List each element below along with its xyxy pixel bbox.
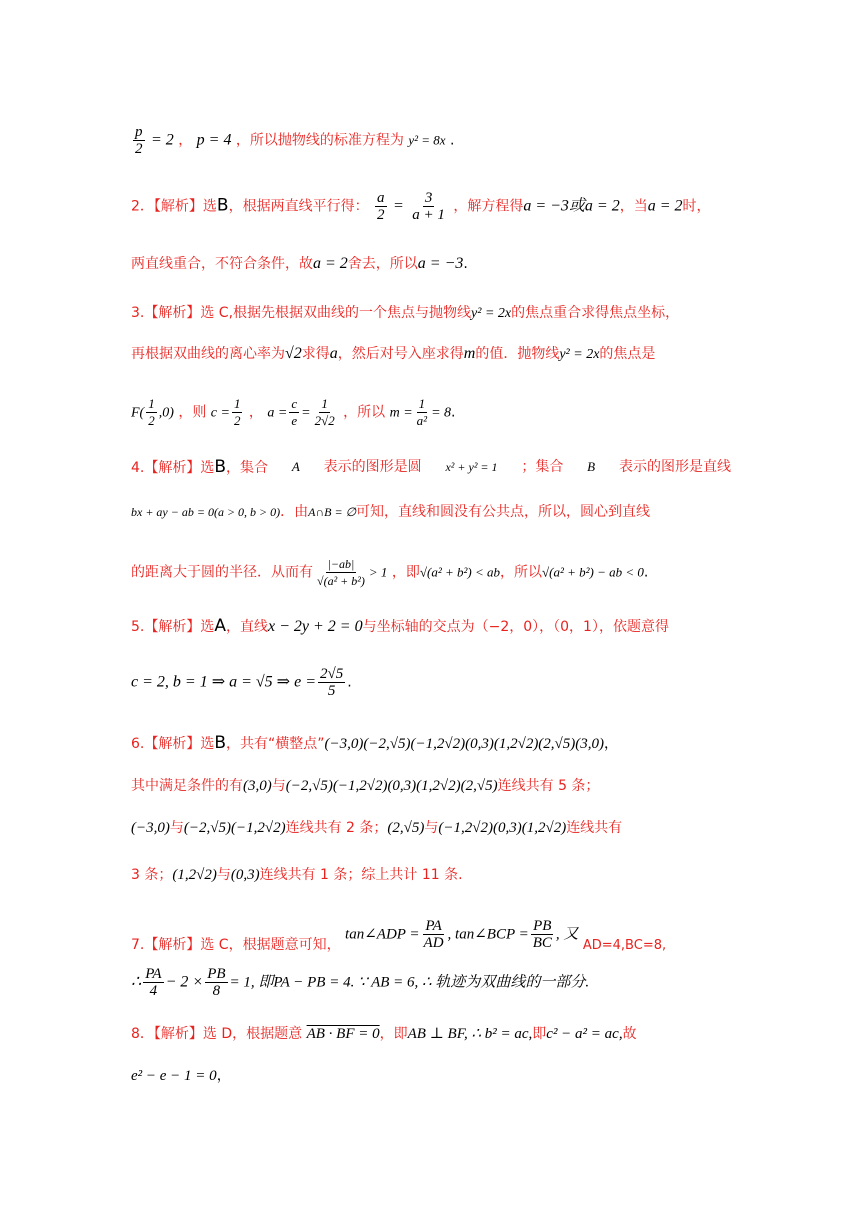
equation: x − 2y + 2 = 0: [268, 618, 363, 635]
equation: A∩B = ∅: [308, 505, 357, 519]
solution-label: 6.【解析】选: [131, 736, 215, 752]
fraction: $\frac{PA}{4}$: [145, 966, 162, 999]
solution-6-line-2: 其中满足条件的有(3,0)与(−2,√5)(−1,2√2)(0,3)(1,2√2)(2,√5)连线共有 5 条；: [131, 778, 600, 794]
answer-choice: B: [216, 195, 229, 216]
fraction-p-over-2: $\frac{p}{2}$: [135, 124, 143, 157]
equation: (−1,2√2)(0,3)(1,2√2): [438, 820, 567, 836]
equation: a = 2: [313, 255, 348, 272]
solution-5-line-1: 5.【解析】选A，直线x − 2y + 2 = 0与坐标轴的交点为（−2，0），（0，1），依题意得: [131, 616, 669, 636]
equation: (−2,√5)(−1,2√2)(0,3)(1,2√2)(2,√5): [285, 778, 498, 794]
solution-label: 3.【解析】选 C,: [131, 305, 234, 321]
solution-1-tail: $\frac{p}{2}$ = 2 ， p = 4 ，所以抛物线的标准方程为 y² = 8x .: [135, 124, 455, 157]
solution-2-line-2: 两直线重合，不符合条件，故a = 2舍去，所以a = −3.: [131, 255, 468, 272]
equation: (0,3): [230, 867, 260, 883]
solution-6-line-4: 3 条；(1,2√2)与(0,3)连线共有 1 条；综上共计 11 条.: [131, 867, 463, 883]
solution-2-line-1: 2．【解析】选B，根据两直线平行得： $\frac{a}{2}$ = $\frac{3}{a + 1}$ ，解方程得a = −3或a = 2，当a = 2时，: [131, 190, 711, 223]
solution-label: 2．【解析】选: [131, 198, 217, 215]
equation: e² − e − 1 = 0: [131, 1068, 217, 1084]
equation: bx + ay − ab = 0(a > 0, b > 0): [131, 505, 281, 519]
equation: AB · BF = 0: [306, 1026, 380, 1042]
fraction: $\frac{PA}{AD}$: [423, 918, 444, 951]
fraction: $\frac{c}{e}$: [291, 396, 298, 428]
equation: (1,2√2): [172, 867, 217, 883]
equation: x² + y² = 1: [445, 460, 498, 474]
solution-label: 8．【解析】选 D，根据题意: [131, 1026, 303, 1042]
fraction: $\frac{1}{\text{a²}}$: [416, 396, 428, 428]
fraction: $\frac{PB}{8}$: [207, 966, 226, 999]
equation: a = −3: [417, 255, 464, 272]
solution-6-line-3: (−3,0)与(−2,√5)(−1,2√2)连线共有 2 条；(2,√5)与(−1,2√2)(0,3)(1,2√2)连线共有: [131, 820, 623, 836]
equation: y² = 2x: [559, 347, 600, 362]
equation: a: [329, 345, 338, 362]
equation: (−3,0)(−2,√5)(−1,2√2)(0,3)(1,2√2)(2,√5)(3,0): [324, 736, 605, 752]
equation: √(a² + b²) − ab < 0: [542, 564, 644, 580]
solution-7-line-2: ∴ $\frac{PA}{4}$ − 2 × $\frac{PB}{8}$ = 1, 即PA − PB = 4. ∵ AB = 6, ∴ 轨迹为双曲线的一部分.: [131, 966, 590, 999]
answer-choice: B: [214, 457, 227, 477]
solution-label: 7.【解析】选 C，根据题意可知，: [131, 936, 341, 953]
equation: √2: [285, 345, 302, 362]
answer-choice: A: [214, 616, 226, 636]
solution-4-line-3: 的距离大于圆的半径．从而有 $\frac{|-ab|}{\text{√(a² + b²)}}$ > 1 ，即√(a² + b²) < ab，所以√(a² + b²) − ab < 0.: [131, 557, 649, 588]
equation: a = −3或a = 2: [523, 197, 620, 215]
equation: m: [463, 345, 476, 362]
equation: (−2,√5)(−1,2√2): [183, 820, 286, 836]
solution-7-line-1: 7.【解析】选 C，根据题意可知， tan∠ADP = $\frac{PA}{AD}$ , tan∠BCP = $\frac{PB}{BC}$ , 又 AD=4,BC=8,: [131, 918, 667, 953]
fraction: $\frac{PB}{BC}$: [532, 918, 552, 951]
solution-3-line-2: 再根据双曲线的离心率为√2求得a，然后对号入座求得m的值．抛物线y² = 2x的焦点是: [131, 345, 656, 362]
fraction: $\frac{1}{2}$: [148, 396, 155, 428]
solution-4-line-2: bx + ay − ab = 0(a > 0, b > 0)．由A∩B = ∅可知，直线和圆没有公共点，所以，圆心到直线: [131, 504, 651, 520]
equation: y² = 8x: [408, 132, 446, 148]
equation: y² = 2x: [471, 306, 512, 321]
equation: a = 2: [647, 197, 683, 215]
solution-8-line-1: 8．【解析】选 D，根据题意 AB · BF = 0，即AB ⊥ BF, ∴ b² = ac,即c² − a² = ac,故: [131, 1026, 637, 1042]
fraction: $\frac{1}{2√2}$: [314, 396, 335, 428]
equation: (2,√5): [387, 820, 425, 836]
equation: AB ⊥ BF, ∴ b² = ac,: [407, 1026, 533, 1042]
solution-5-line-2: c = 2, b = 1 ⇒ a = √5 ⇒ e = $\frac{2√5}{5}$ .: [131, 666, 352, 699]
fraction: $\frac{|-ab|}{\text{√(a² + b²)}}$: [317, 557, 365, 588]
solution-4-line-1: [131, 457, 731, 478]
justified-line: 4.【解析】选B，集合 A 表示的图形是圆 x² + y² = 1 ；集合 B 表示的图形是直线: [131, 457, 731, 477]
text: ，所以抛物线的标准方程为: [235, 132, 404, 149]
fraction: $\frac{2√5}{5}$: [319, 666, 344, 699]
fraction: $\frac{1}{2}$: [233, 396, 241, 428]
solution-label: 4.【解析】选: [131, 460, 215, 476]
equation: p = 4: [196, 131, 232, 149]
solution-3-line-1: 3.【解析】选 C,根据先根据双曲线的一个焦点与抛物线y² = 2x的焦点重合求得焦点坐标，: [131, 305, 680, 321]
fraction: $\frac{3}{a + 1}$: [412, 190, 445, 223]
equation: (3,0): [243, 778, 272, 794]
equation: (−3,0): [131, 820, 170, 836]
equation: c = 2, b = 1 ⇒ a = √5 ⇒ e =: [131, 673, 316, 691]
equation: c² − a² = ac,: [546, 1026, 623, 1042]
equation: = 2: [150, 131, 174, 149]
answer-choice: B: [214, 733, 227, 753]
solution-3-line-3: F( $\frac{1}{2}$ ,0) ，则 c = $\frac{1}{2}$ ， a = $\frac{c}{e}$ = $\frac{1}{2√2}$ ，所以 m = $\frac{1}{\text{a²}}$ = 8.: [131, 396, 456, 428]
equation: √(a² + b²) < ab: [419, 564, 500, 580]
solution-label: 5.【解析】选: [131, 619, 215, 635]
solution-6-line-1: 6.【解析】选B，共有“横整点”(−3,0)(−2,√5)(−1,2√2)(0,3)(1,2√2)(2,√5)(3,0)，: [131, 733, 619, 753]
fraction: $\frac{a}{2}$: [377, 190, 385, 223]
solution-8-line-2: e² − e − 1 = 0，: [131, 1068, 231, 1084]
